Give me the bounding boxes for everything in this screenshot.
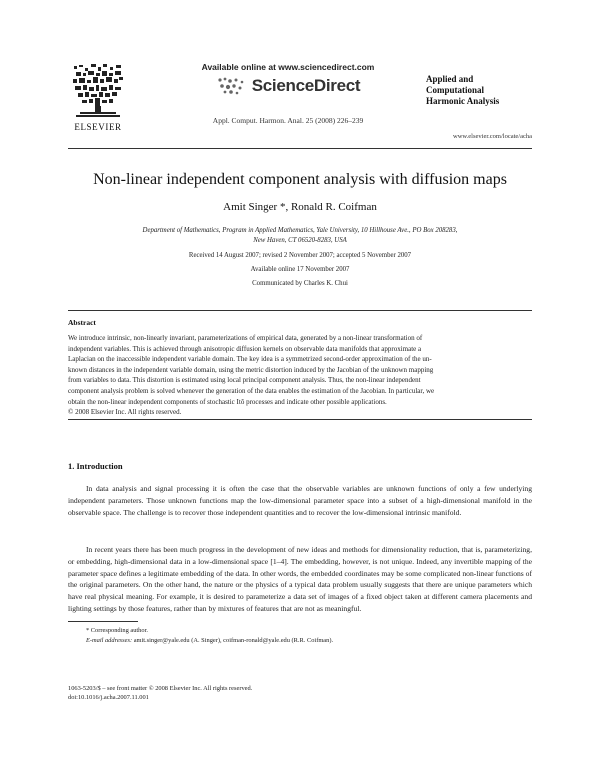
article-title: Non-linear independent component analysis with diffusion maps [93, 171, 507, 188]
article-dates [68, 249, 532, 291]
abstract-line: from variables to data. This distortion is estimated using local principal component analysis. Thus, the non-linear independent [68, 376, 421, 385]
doi-line[interactable]: doi:10.1016/j.acha.2007.11.001 [68, 694, 149, 701]
received-dates: Received 14 August 2007; revised 2 November 2007; accepted 5 November 2007 [188, 252, 412, 259]
abstract-line: component analysis problem is solved whenever the generation of the data enables the estimation of the Jacobian. In particular, we [68, 386, 435, 395]
journal-url-link[interactable]: www.elsevier.com/locate/acha [453, 133, 532, 140]
elsevier-tree-icon [70, 62, 126, 120]
header-divider [68, 148, 532, 149]
sciencedirect-block [188, 62, 388, 125]
abstract-line: obtain the non-linear independent components of stochastic Itô processes and indicate other possible applications. [68, 397, 387, 406]
sciencedirect-name: ScienceDirect [251, 76, 361, 95]
abstract-line: known distances in the independent variable domain, using the metric distortion induced by the Jacobian of the unknown mapping [68, 365, 434, 374]
available-online-text[interactable]: Available online at www.sciencedirect.com [201, 62, 375, 72]
abstract-line: We introduce intrinsic, non-linearly invariant, parameterizations of empirical data, generated by a non-linear transformation of [68, 334, 423, 342]
intro-paragraph-2: In recent years there has been much progress in the development of new ideas and methods for dimensionality reduction, that is, parameterizing, or embedding, high-dimensional data in a low-dimensional space [1–4]. The embedding, however, is not unique. Indeed, any invertible mapping of the parameter space defines a legitimate embedding of the data. In other words, the embedded coordinates may be some complicated non-linear functions of the original parameters. On the other hand, the nature or the physics of a typical data problem usually suggests that there are unique parameters which have real physical meaning. For example, it is desired to parameterize a data set of images of a fixed object taken at different camera placements and lighting settings by those features, rather than by mixtures of features that are not as meaningful. [68, 545, 532, 613]
sciencedirect-dots-icon [216, 76, 246, 96]
journal-citation: Appl. Comput. Harmon. Anal. 25 (2008) 226–239 [212, 116, 364, 125]
journal-block [426, 62, 532, 140]
footnote-divider [68, 621, 138, 622]
email-text[interactable]: amit.singer@yale.edu (A. Singer), coifman-ronald@yale.edu (R.R. Coifman). [133, 636, 334, 644]
journal-title-line1: Applied and [426, 74, 474, 84]
affiliation-line2: New Haven, CT 06520-8283, USA [253, 237, 347, 244]
abstract-heading: Abstract [68, 318, 96, 327]
corresponding-author-note: * Corresponding author. [86, 627, 148, 634]
email-addresses [68, 636, 532, 646]
sciencedirect-logo [188, 76, 388, 96]
abstract-copyright: © 2008 Elsevier Inc. All rights reserved. [68, 408, 182, 417]
abstract-top-divider [68, 310, 532, 311]
journal-title-line2: Computational [426, 85, 485, 95]
issn-line: 1063-5203/$ – see front matter © 2008 Elsevier Inc. All rights reserved. [68, 685, 253, 692]
section-heading-introduction: 1. Introduction [68, 461, 123, 471]
abstract-line: independent variables. This is achieved through anisotropic diffusion kernels on observable data manifolds that approximate a [68, 344, 422, 353]
abstract-bottom-divider [68, 419, 532, 420]
abstract-body [68, 333, 532, 418]
publisher-name: ELSEVIER [74, 122, 122, 132]
email-label: E-mail addresses: [86, 636, 133, 644]
available-date: Available online 17 November 2007 [250, 266, 350, 273]
page-header [68, 62, 532, 146]
journal-title-line3: Harmonic Analysis [426, 96, 500, 106]
intro-paragraph-1: In data analysis and signal processing it is often the case that the observable variables are unknown functions of only a few underlying independent parameters. Those unknown functions map the low-dimensional parameter space into a subset of a high-dimensional manifold in the observable space. The challenge is to recover those independent quantities and to recover the low-dimensional intrinsic manifold. [68, 484, 532, 517]
affiliation-line1: Department of Mathematics, Program in Applied Mathematics, Yale University, 10 Hillhouse Ave., PO Box 208283, [142, 227, 458, 234]
front-matter-footer [68, 684, 252, 702]
communicated-by: Communicated by Charles K. Chui [252, 280, 348, 287]
article-authors: Amit Singer *, Ronald R. Coifman [223, 201, 377, 213]
footnote [68, 626, 532, 645]
publisher-logo [68, 62, 128, 134]
author-affiliation [110, 226, 490, 246]
abstract-line: Laplacian on the inaccessible independent variable domain. The key idea is a symmetrized second-order approximation of the un- [68, 355, 432, 364]
